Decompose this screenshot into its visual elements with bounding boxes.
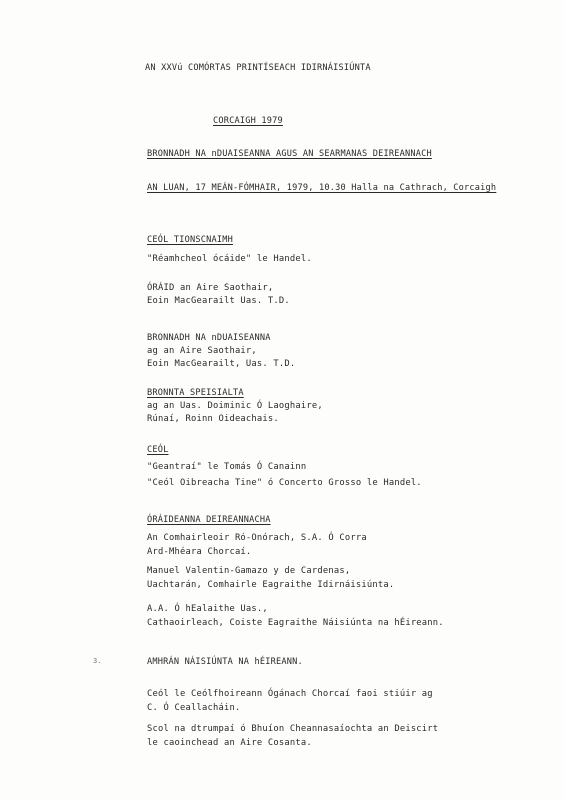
section-line: C. Ó Ceallacháin. [147,703,241,713]
section-line: Uachtarán, Comhairle Eagraithe Idirnáisiúnta. [147,580,395,590]
section-line: le caoinchead an Aire Cosanta. [147,738,312,748]
section-heading-opening-music: CEÓL TIONSCNAIMH [147,235,233,245]
section-line: Ceól le Ceólfhoireann Ógánach Chorcaí faoi stiúir ag [147,689,433,699]
section-line: A.A. Ó hEalaithe Uas., [147,604,268,614]
section-line: ag an Uas. Doiminic Ó Laoghaire, [147,401,323,411]
section-line: Cathaoirleach, Coiste Eagraithe Náisiúnta na hÉireann. [147,618,444,628]
section-line: "Ceól Oibreacha Tine" ó Concerto Grosso le Handel. [147,478,422,488]
margin-mark: 3. [93,657,102,665]
section-heading-special-awards: BRONNTA SPEISIALTA [147,388,244,398]
section-line: Eoin MacGearailt, Uas. T.D. [147,359,296,369]
section-line: Scol na dtrumpaí ó Bhuíon Cheannasaíochta an Deiscirt [147,724,439,734]
section-line: "Réamhcheol ócáide" le Handel. [147,254,312,264]
section-heading-awards: BRONNADH NA nDUAISEANNA [147,333,271,343]
section-line: Ard-Mhéara Chorcaí. [147,547,252,557]
section-line: ag an Aire Saothair, [147,346,257,356]
city-year: CORCAIGH 1979 [213,116,283,126]
section-line: Manuel Valentin-Gamazo y de Cardenas, [147,566,351,576]
event-title: BRONNADH NA nDUAISEANNA AGUS AN SEARMANAS DEIREANNACH [147,149,432,159]
section-heading-music: CEÓL [147,445,169,455]
section-line: "Geantraí" le Tomás Ó Canainn [147,462,307,472]
section-line: An Comhairleoir Ró-Onórach, S.A. Ó Corra [147,533,367,543]
section-heading-closing-speeches: ÓRÁIDEANNA DEIREANNACHA [147,515,271,525]
date-location: AN LUAN, 17 MEÁN-FÓMHAIR, 1979, 10.30 Halla na Cathrach, Corcaigh [147,183,497,193]
section-heading-national-anthem: AMHRÁN NÁISIÚNTA NA hÉIREANN. [147,657,303,667]
section-line: Eoin MacGearailt Uas. T.D. [147,296,290,306]
competition-title: AN XXVú COMÓRTAS PRINTÍSEACH IDIRNÁISIÚNTA [145,63,371,73]
section-line: ÓRÁID an Aire Saothair, [147,283,274,293]
section-line: Rúnaí, Roinn Oideachais. [147,414,279,424]
